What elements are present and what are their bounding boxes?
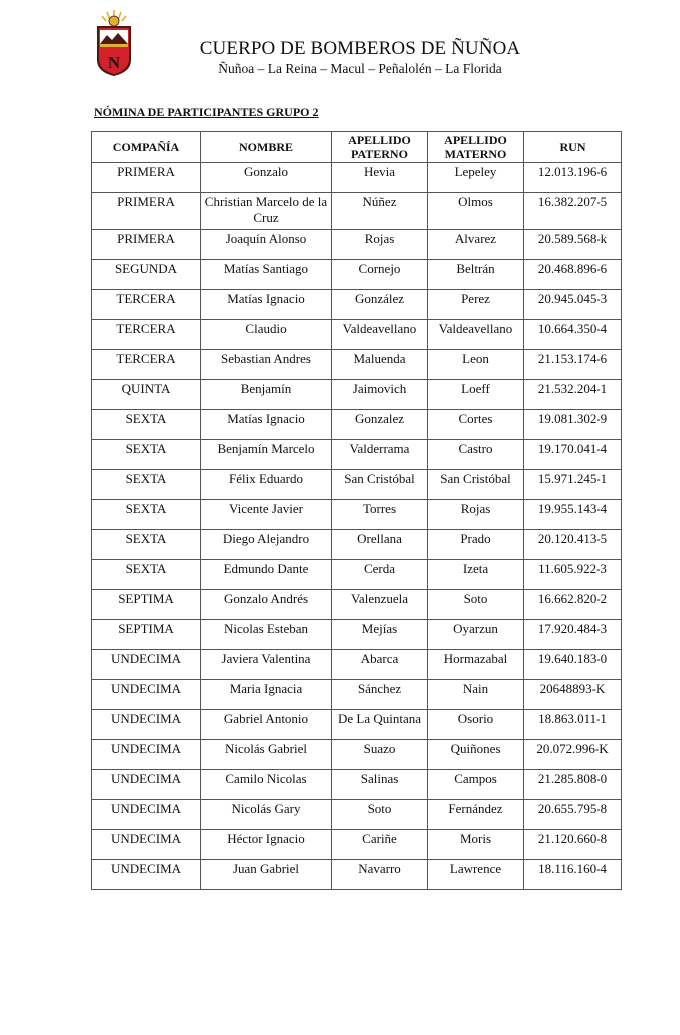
compania-cell: SEXTA xyxy=(92,470,201,500)
nombre-cell: Juan Gabriel xyxy=(201,860,332,890)
table-row xyxy=(92,350,622,380)
apellido-materno-cell: Olmos xyxy=(428,193,524,230)
table-row xyxy=(92,470,622,500)
apellido-materno-cell: Lepeley xyxy=(428,163,524,193)
apellido-materno-cell: Izeta xyxy=(428,560,524,590)
compania-cell: PRIMERA xyxy=(92,193,201,230)
table-row xyxy=(92,560,622,590)
run-cell: 21.153.174-6 xyxy=(524,350,622,380)
nombre-cell: Vicente Javier xyxy=(201,500,332,530)
apellido-materno-cell: San Cristóbal xyxy=(428,470,524,500)
fire-brigade-emblem-icon xyxy=(94,8,134,78)
nombre-cell: Gabriel Antonio xyxy=(201,710,332,740)
run-cell: 19.170.041-4 xyxy=(524,440,622,470)
table-row xyxy=(92,320,622,350)
run-cell: 20.655.795-8 xyxy=(524,800,622,830)
table-row xyxy=(92,500,622,530)
apellido-materno-cell: Moris xyxy=(428,830,524,860)
compania-cell: TERCERA xyxy=(92,320,201,350)
compania-cell: UNDECIMA xyxy=(92,770,201,800)
run-cell: 20.589.568-k xyxy=(524,230,622,260)
apellido-paterno-cell: Suazo xyxy=(332,740,428,770)
column-header-apellido-paterno: APELLIDO PATERNO xyxy=(332,132,428,163)
run-cell: 17.920.484-3 xyxy=(524,620,622,650)
compania-cell: SEXTA xyxy=(92,530,201,560)
nombre-cell: Joaquín Alonso xyxy=(201,230,332,260)
compania-cell: SEXTA xyxy=(92,500,201,530)
apellido-paterno-cell: Hevia xyxy=(332,163,428,193)
apellido-paterno-cell: Abarca xyxy=(332,650,428,680)
compania-cell: UNDECIMA xyxy=(92,860,201,890)
section-title: NÓMINA DE PARTICIPANTES GRUPO 2 xyxy=(94,105,319,119)
nombre-cell: Gonzalo xyxy=(201,163,332,193)
nombre-cell: Benjamín xyxy=(201,380,332,410)
nombre-cell: Nicolás Gary xyxy=(201,800,332,830)
organization-communes: Ñuñoa – La Reina – Macul – Peñalolén – La Florida xyxy=(218,61,502,76)
nombre-cell: Maria Ignacia xyxy=(201,680,332,710)
run-cell: 21.285.808-0 xyxy=(524,770,622,800)
column-header-compania: COMPAÑÍA xyxy=(92,132,201,163)
table-row xyxy=(92,680,622,710)
apellido-materno-cell: Beltrán xyxy=(428,260,524,290)
nombre-cell: Diego Alejandro xyxy=(201,530,332,560)
run-cell: 19.081.302-9 xyxy=(524,410,622,440)
nombre-cell: Camilo Nicolas xyxy=(201,770,332,800)
run-cell: 12.013.196-6 xyxy=(524,163,622,193)
nombre-cell: Christian Marcelo de la Cruz xyxy=(201,193,332,230)
compania-cell: SEXTA xyxy=(92,440,201,470)
nombre-cell: Gonzalo Andrés xyxy=(201,590,332,620)
apellido-paterno-cell: Sánchez xyxy=(332,680,428,710)
apellido-materno-cell: Hormazabal xyxy=(428,650,524,680)
nombre-cell: Sebastian Andres xyxy=(201,350,332,380)
run-cell: 21.532.204-1 xyxy=(524,380,622,410)
apellido-paterno-cell: Gonzalez xyxy=(332,410,428,440)
nombre-cell: Matías Ignacio xyxy=(201,410,332,440)
apellido-materno-cell: Prado xyxy=(428,530,524,560)
table-row xyxy=(92,620,622,650)
run-cell: 21.120.660-8 xyxy=(524,830,622,860)
run-cell: 20648893-K xyxy=(524,680,622,710)
run-cell: 20.120.413-5 xyxy=(524,530,622,560)
apellido-paterno-cell: Valenzuela xyxy=(332,590,428,620)
apellido-paterno-cell: González xyxy=(332,290,428,320)
compania-cell: PRIMERA xyxy=(92,163,201,193)
apellido-paterno-cell: Maluenda xyxy=(332,350,428,380)
compania-cell: SEGUNDA xyxy=(92,260,201,290)
table-row xyxy=(92,530,622,560)
apellido-paterno-cell: Salinas xyxy=(332,770,428,800)
apellido-paterno-cell: Orellana xyxy=(332,530,428,560)
table-row xyxy=(92,260,622,290)
table-row xyxy=(92,440,622,470)
apellido-materno-cell: Nain xyxy=(428,680,524,710)
apellido-paterno-cell: Cariñe xyxy=(332,830,428,860)
run-cell: 11.605.922-3 xyxy=(524,560,622,590)
run-cell: 18.863.011-1 xyxy=(524,710,622,740)
compania-cell: UNDECIMA xyxy=(92,710,201,740)
apellido-paterno-cell: De La Quintana xyxy=(332,710,428,740)
run-cell: 10.664.350-4 xyxy=(524,320,622,350)
compania-cell: UNDECIMA xyxy=(92,740,201,770)
column-header-nombre: NOMBRE xyxy=(201,132,332,163)
emblem-letter: N xyxy=(107,53,121,72)
apellido-paterno-cell: Valdeavellano xyxy=(332,320,428,350)
table-row xyxy=(92,650,622,680)
apellido-paterno-cell: San Cristóbal xyxy=(332,470,428,500)
apellido-materno-cell: Valdeavellano xyxy=(428,320,524,350)
run-cell: 16.662.820-2 xyxy=(524,590,622,620)
table-row xyxy=(92,290,622,320)
apellido-materno-cell: Osorio xyxy=(428,710,524,740)
apellido-materno-cell: Perez xyxy=(428,290,524,320)
compania-cell: SEXTA xyxy=(92,410,201,440)
apellido-paterno-cell: Navarro xyxy=(332,860,428,890)
apellido-materno-cell: Quiñones xyxy=(428,740,524,770)
compania-cell: TERCERA xyxy=(92,290,201,320)
apellido-paterno-cell: Mejías xyxy=(332,620,428,650)
compania-cell: UNDECIMA xyxy=(92,680,201,710)
nombre-cell: Félix Eduardo xyxy=(201,470,332,500)
participants-table xyxy=(91,131,622,890)
table-header-row xyxy=(92,132,622,163)
nombre-cell: Matías Santiago xyxy=(201,260,332,290)
compania-cell: UNDECIMA xyxy=(92,830,201,860)
organization-title: CUERPO DE BOMBEROS DE ÑUÑOA xyxy=(199,38,521,59)
apellido-materno-cell: Leon xyxy=(428,350,524,380)
table-row xyxy=(92,710,622,740)
nombre-cell: Nicolas Esteban xyxy=(201,620,332,650)
run-cell: 15.971.245-1 xyxy=(524,470,622,500)
compania-cell: PRIMERA xyxy=(92,230,201,260)
apellido-materno-cell: Soto xyxy=(428,590,524,620)
compania-cell: UNDECIMA xyxy=(92,800,201,830)
run-cell: 20.945.045-3 xyxy=(524,290,622,320)
compania-cell: SEPTIMA xyxy=(92,590,201,620)
apellido-materno-cell: Lawrence xyxy=(428,860,524,890)
table-row xyxy=(92,770,622,800)
compania-cell: TERCERA xyxy=(92,350,201,380)
run-cell: 19.955.143-4 xyxy=(524,500,622,530)
table-body xyxy=(92,163,622,890)
table-row xyxy=(92,860,622,890)
table-row xyxy=(92,590,622,620)
run-cell: 20.072.996-K xyxy=(524,740,622,770)
apellido-materno-cell: Cortes xyxy=(428,410,524,440)
table-row xyxy=(92,163,622,193)
apellido-materno-cell: Oyarzun xyxy=(428,620,524,650)
nombre-cell: Claudio xyxy=(201,320,332,350)
table-row xyxy=(92,410,622,440)
document-header xyxy=(0,0,680,90)
apellido-materno-cell: Fernández xyxy=(428,800,524,830)
run-cell: 18.116.160-4 xyxy=(524,860,622,890)
table-row xyxy=(92,193,622,230)
compania-cell: UNDECIMA xyxy=(92,650,201,680)
run-cell: 16.382.207-5 xyxy=(524,193,622,230)
apellido-paterno-cell: Rojas xyxy=(332,230,428,260)
apellido-paterno-cell: Soto xyxy=(332,800,428,830)
apellido-paterno-cell: Cornejo xyxy=(332,260,428,290)
column-header-apellido-materno: APELLIDO MATERNO xyxy=(428,132,524,163)
table-row xyxy=(92,830,622,860)
apellido-materno-cell: Rojas xyxy=(428,500,524,530)
apellido-paterno-cell: Jaimovich xyxy=(332,380,428,410)
table-row xyxy=(92,800,622,830)
compania-cell: SEXTA xyxy=(92,560,201,590)
table-row xyxy=(92,380,622,410)
compania-cell: SEPTIMA xyxy=(92,620,201,650)
apellido-materno-cell: Alvarez xyxy=(428,230,524,260)
run-cell: 19.640.183-0 xyxy=(524,650,622,680)
apellido-paterno-cell: Torres xyxy=(332,500,428,530)
nombre-cell: Javiera Valentina xyxy=(201,650,332,680)
apellido-materno-cell: Castro xyxy=(428,440,524,470)
table-row xyxy=(92,230,622,260)
apellido-materno-cell: Loeff xyxy=(428,380,524,410)
apellido-paterno-cell: Cerda xyxy=(332,560,428,590)
nombre-cell: Héctor Ignacio xyxy=(201,830,332,860)
nombre-cell: Matías Ignacio xyxy=(201,290,332,320)
table-row xyxy=(92,740,622,770)
run-cell: 20.468.896-6 xyxy=(524,260,622,290)
compania-cell: QUINTA xyxy=(92,380,201,410)
nombre-cell: Benjamín Marcelo xyxy=(201,440,332,470)
column-header-run: RUN xyxy=(524,132,622,163)
apellido-paterno-cell: Núñez xyxy=(332,193,428,230)
nombre-cell: Nicolás Gabriel xyxy=(201,740,332,770)
nombre-cell: Edmundo Dante xyxy=(201,560,332,590)
apellido-paterno-cell: Valderrama xyxy=(332,440,428,470)
apellido-materno-cell: Campos xyxy=(428,770,524,800)
